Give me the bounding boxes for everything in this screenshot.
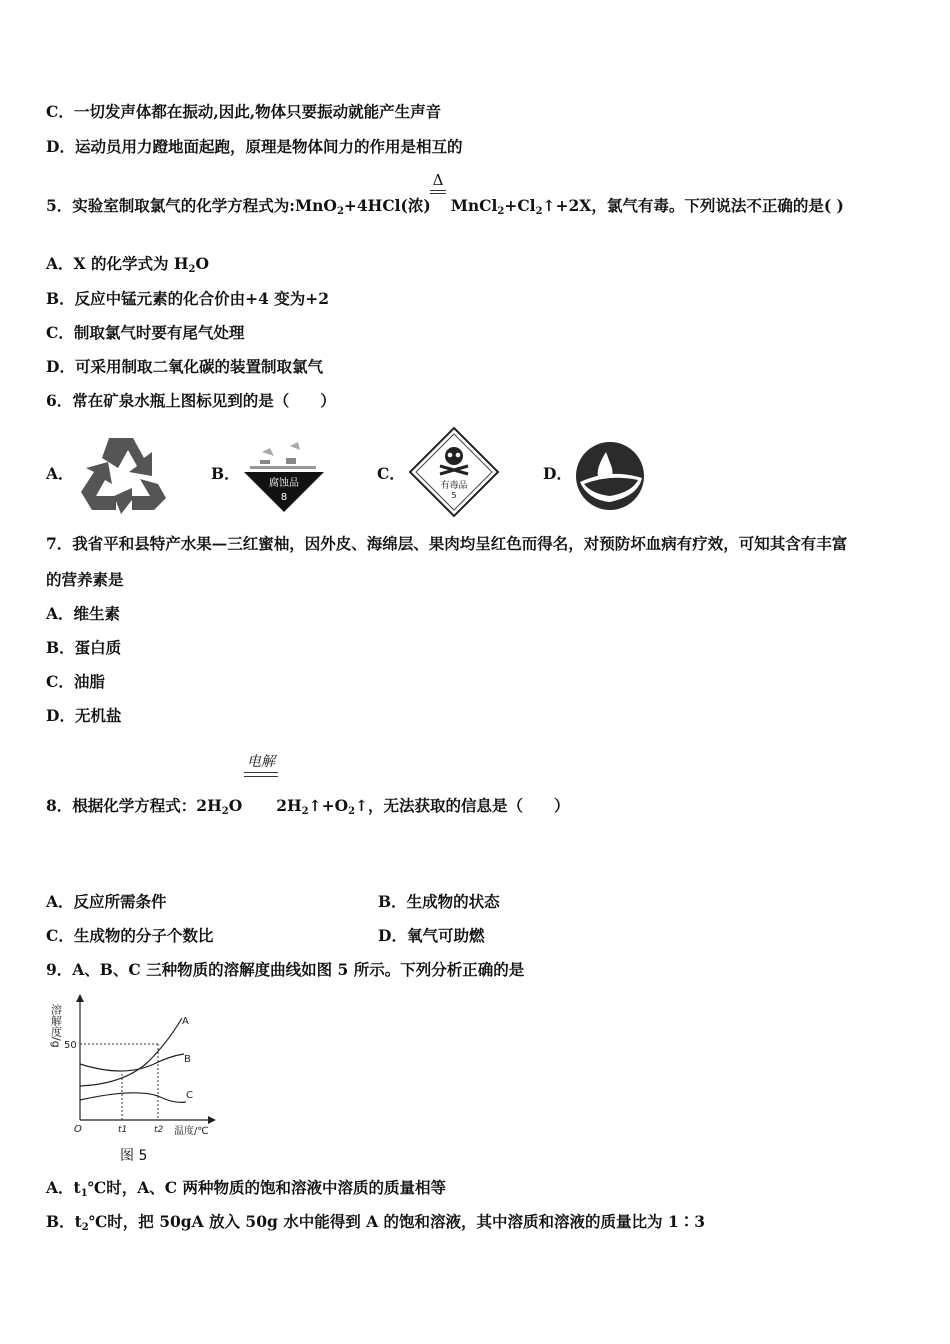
toxic-number: 5	[451, 491, 457, 500]
label-b: B	[184, 1054, 191, 1065]
q5-stem	[46, 196, 844, 222]
q5-suffix: ↑+2X，氯气有毒。下列说法不正确的是( )	[542, 196, 844, 215]
q6-label-c: C．	[377, 464, 405, 483]
solubility-chart	[44, 992, 216, 1164]
q5-option-c: C．制取氯气时要有尾气处理	[46, 323, 245, 342]
q6-label-d: D．	[543, 464, 572, 483]
q4-option-d: D．运动员用力蹬地面起跑，原理是物体间力的作用是相互的	[46, 137, 463, 156]
chart-xlabel: 温度/℃	[174, 1126, 209, 1137]
q5-option-b: B．反应中锰元素的化合价由+4 变为+2	[46, 289, 330, 308]
q8-stem: 8．根据化学方程式：$2H_2O$ $2H_2↑+O_2↑$，无法获取的信息是（ ）	[46, 796, 570, 817]
q8-option-c: C．生成物的分子个数比	[46, 926, 214, 945]
q8-option-a: A．反应所需条件	[46, 892, 167, 911]
origin-label: O	[74, 1124, 82, 1135]
y-axis-arrow	[76, 994, 84, 1002]
curve-c	[80, 1093, 186, 1103]
q5-sub-c: 2	[535, 206, 543, 217]
water-saving-icon	[574, 440, 646, 512]
corrosive-label: 腐蚀品	[269, 478, 299, 489]
q7-option-b: B．蛋白质	[46, 638, 122, 657]
chart-ylabel: 溶解度/g	[49, 1004, 63, 1048]
q4-option-c: C．一切发声体都在振动,因此,物体只要振动就能产生声音	[46, 102, 442, 121]
q7-stem-line2: 的营养素是	[46, 570, 124, 589]
corrosive-icon	[240, 432, 328, 514]
x-tick-t2: t2	[154, 1125, 164, 1135]
q7-option-c: C．油脂	[46, 672, 105, 691]
curve-a	[80, 1018, 182, 1086]
q5-equal-bar-2	[430, 193, 446, 194]
q5-option-a: A．X 的化学式为 $H_2O$	[46, 254, 209, 275]
q6-label-a: A．	[46, 464, 74, 483]
x-axis-arrow	[208, 1116, 216, 1124]
label-a: A	[182, 1016, 189, 1027]
q5-hcl: +4HCl(浓)	[343, 196, 431, 215]
y-tick-50: 50	[64, 1040, 77, 1051]
q8-option-b: B．生成物的状态	[378, 892, 500, 911]
label-c: C	[186, 1090, 193, 1101]
curve-b	[80, 1054, 184, 1071]
q8-option-d: D．氧气可助燃	[378, 926, 485, 945]
q8-condition: 电解	[247, 754, 275, 770]
x-tick-t1: t1	[118, 1125, 128, 1135]
toxic-icon	[408, 426, 500, 518]
recycle-icon	[76, 432, 170, 514]
q7-option-d: D．无机盐	[46, 706, 122, 725]
corrosive-number: 8	[280, 492, 288, 503]
q5-condition: Δ	[432, 171, 444, 189]
figure-caption: 图 5	[120, 1148, 148, 1164]
q9-option-b: B．$t_2℃$时，把 50gA 放入 50g 水中能得到 A 的饱和溶液，其中溶质和溶液的质量比为 1∶3	[46, 1212, 706, 1233]
q7-option-a: A．维生素	[46, 604, 121, 623]
q8-equal-bar-2	[244, 776, 278, 777]
q8-equal-bar-1	[244, 772, 278, 773]
q6-label-b: B．	[211, 464, 240, 483]
q5-sub-b: 2	[497, 206, 505, 217]
q9-stem: 9．A、B、C 三种物质的溶解度曲线如图 5 所示。下列分析正确的是	[46, 960, 525, 979]
q5-equal-bar-1	[430, 190, 446, 191]
q5-sub: 2	[336, 206, 344, 217]
q5-stem-prefix: 5．实验室制取氯气的化学方程式为:MnO	[46, 196, 337, 215]
q5-option-d: D．可采用制取二氧化碳的装置制取氯气	[46, 357, 323, 376]
q9-option-a: A．$t_1℃$时，A、C 两种物质的饱和溶液中溶质的质量相等	[46, 1178, 446, 1199]
q5-product: MnCl	[450, 196, 498, 215]
q5-cl2: +Cl	[504, 196, 536, 215]
toxic-label: 有毒品	[440, 481, 468, 491]
q6-stem: 6．常在矿泉水瓶上图标见到的是（ ）	[46, 391, 336, 410]
q7-stem-line1: 7．我省平和县特产水果—三红蜜柚，因外皮、海绵层、果肉均呈红色而得名，对预防坏血病有疗效，可知其含有丰富	[46, 534, 848, 553]
